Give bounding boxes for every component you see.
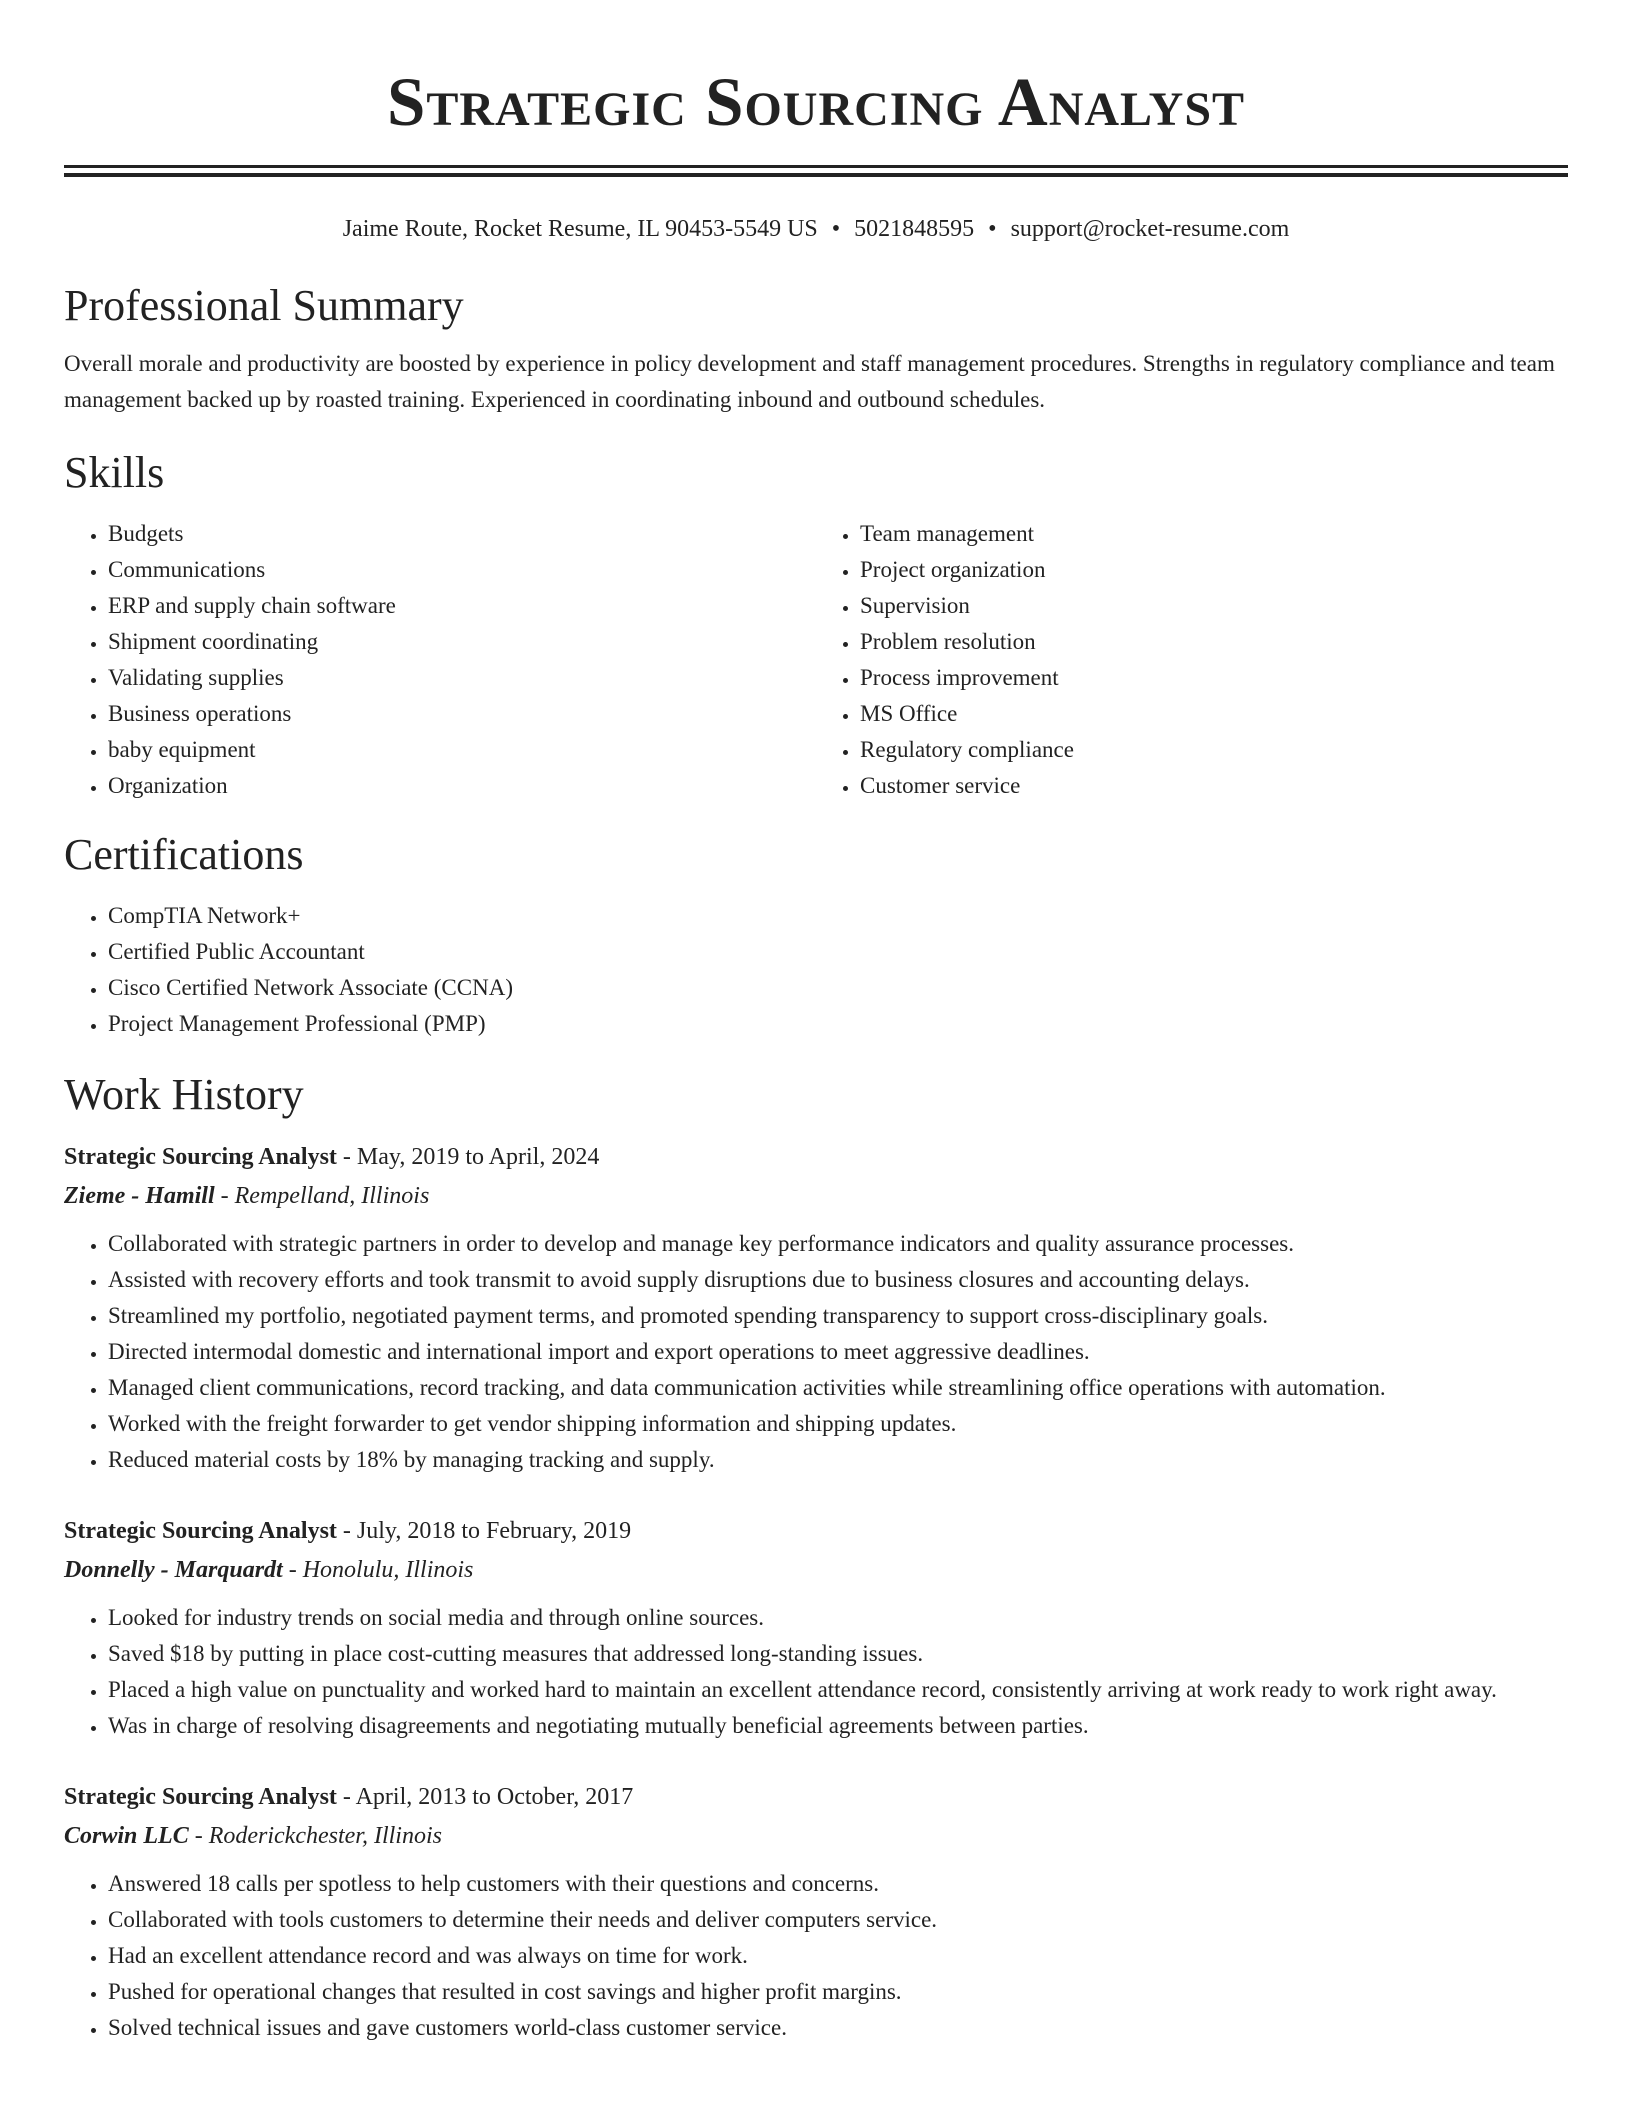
summary-heading: Professional Summary bbox=[64, 281, 464, 330]
job-dash: - bbox=[336, 1518, 357, 1544]
job-bullet: • Directed intermodal domestic and international import and export operations to meet aggressive deadlines. bbox=[108, 1334, 1568, 1370]
job-location: Roderickchester, Illinois bbox=[208, 1823, 442, 1849]
job-bullets bbox=[64, 1866, 1568, 2046]
skill-item: • Business operations bbox=[108, 696, 816, 732]
summary-text: Overall morale and productivity are boosted by experience in policy development and staff management procedures. Strengths in regulatory compliance and team management backed up by roasted training. Experienced in coordinating inbound and outbound schedules. bbox=[64, 351, 1555, 412]
job-company: Zieme - Hamill bbox=[64, 1183, 215, 1209]
certifications-list bbox=[64, 898, 1568, 1042]
job-bullet: • Answered 18 calls per spotless to help customers with their questions and concerns. bbox=[108, 1866, 1568, 1902]
certifications-heading: Certifications bbox=[64, 830, 304, 879]
summary-section bbox=[64, 279, 1568, 418]
job-bullet: • Worked with the freight forwarder to get vendor shipping information and shipping updates. bbox=[108, 1406, 1568, 1442]
contact-separator: • bbox=[831, 216, 841, 242]
job-title-line bbox=[64, 1512, 1568, 1550]
job-dash: - bbox=[188, 1823, 209, 1849]
skill-item: • Organization bbox=[108, 768, 816, 804]
job-dates: May, 2019 to April, 2024 bbox=[356, 1144, 600, 1170]
skills-section bbox=[64, 446, 1568, 804]
job-bullet: • Managed client communications, record tracking, and data communication activities while streamlining office operations with automation. bbox=[108, 1370, 1568, 1406]
skill-item: • Budgets bbox=[108, 516, 816, 552]
job-title: Strategic Sourcing Analyst bbox=[64, 1784, 337, 1810]
skill-item: • Problem resolution bbox=[860, 624, 1568, 660]
skills-list-right bbox=[816, 516, 1568, 804]
job-bullets bbox=[64, 1600, 1568, 1744]
contact-email: support@rocket-resume.com bbox=[1010, 216, 1290, 242]
certification-item: • Cisco Certified Network Associate (CCNA) bbox=[108, 970, 1568, 1006]
skill-item: • Process improvement bbox=[860, 660, 1568, 696]
job-dash: - bbox=[336, 1784, 356, 1810]
jobs-container bbox=[64, 1138, 1568, 2046]
skill-item: • baby equipment bbox=[108, 732, 816, 768]
job-company-line bbox=[64, 1176, 1568, 1216]
job-bullet: • Solved technical issues and gave customers world-class customer service. bbox=[108, 2010, 1568, 2046]
work-history-heading: Work History bbox=[64, 1070, 304, 1119]
job-title-line bbox=[64, 1778, 1568, 1816]
certification-item: • Project Management Professional (PMP) bbox=[108, 1006, 1568, 1042]
job-bullet: • Collaborated with strategic partners in order to develop and manage key performance indicators and quality assurance processes. bbox=[108, 1226, 1568, 1262]
contact-line bbox=[64, 213, 1568, 245]
skills-heading: Skills bbox=[64, 448, 165, 497]
job-company-line bbox=[64, 1816, 1568, 1856]
job-location: Rempelland, Illinois bbox=[234, 1183, 430, 1209]
job-bullet: • Reduced material costs by 18% by managing tracking and supply. bbox=[108, 1442, 1568, 1478]
skill-item: • ERP and supply chain software bbox=[108, 588, 816, 624]
job-dates: April, 2013 to October, 2017 bbox=[355, 1784, 634, 1810]
job-bullet: • Saved $18 by putting in place cost-cutting measures that addressed long-standing issues. bbox=[108, 1636, 1568, 1672]
job-company: Corwin LLC bbox=[64, 1823, 189, 1849]
job-title: Strategic Sourcing Analyst bbox=[64, 1518, 337, 1544]
job-bullet: • Had an excellent attendance record and was always on time for work. bbox=[108, 1938, 1568, 1974]
job-dash: - bbox=[336, 1144, 357, 1170]
job-dash: - bbox=[282, 1557, 303, 1583]
job-title: Strategic Sourcing Analyst bbox=[64, 1144, 337, 1170]
certifications-section bbox=[64, 828, 1568, 1042]
job-bullet: • Streamlined my portfolio, negotiated payment terms, and promoted spending transparency to support cross-disciplinary goals. bbox=[108, 1298, 1568, 1334]
skills-grid bbox=[64, 516, 1568, 804]
job-bullet: • Pushed for operational changes that resulted in cost savings and higher profit margins. bbox=[108, 1974, 1568, 2010]
skill-item: • Validating supplies bbox=[108, 660, 816, 696]
skill-item: • Team management bbox=[860, 516, 1568, 552]
job-bullet: • Placed a high value on punctuality and worked hard to maintain an excellent attendance record, consistently arriving at work ready to work right away. bbox=[108, 1672, 1568, 1708]
certification-item: • CompTIA Network+ bbox=[108, 898, 1568, 934]
skill-item: • Supervision bbox=[860, 588, 1568, 624]
skill-item: • Regulatory compliance bbox=[860, 732, 1568, 768]
job-title-line bbox=[64, 1138, 1568, 1176]
title-divider-thick bbox=[64, 165, 1568, 168]
job-company-line bbox=[64, 1550, 1568, 1590]
job-dash: - bbox=[214, 1183, 235, 1209]
job-entry bbox=[64, 1138, 1568, 1478]
job-company: Donnelly - Marquardt bbox=[64, 1557, 283, 1583]
certification-item: • Certified Public Accountant bbox=[108, 934, 1568, 970]
contact-address: Jaime Route, Rocket Resume, IL 90453-5549 US bbox=[342, 216, 818, 242]
job-bullet: • Was in charge of resolving disagreements and negotiating mutually beneficial agreements between parties. bbox=[108, 1708, 1568, 1744]
skill-item: • Project organization bbox=[860, 552, 1568, 588]
contact-separator: • bbox=[988, 216, 997, 242]
job-bullet: • Assisted with recovery efforts and took transmit to avoid supply disruptions due to business closures and accounting delays. bbox=[108, 1262, 1568, 1298]
job-bullets bbox=[64, 1226, 1568, 1478]
resume-title: Strategic Sourcing Analyst bbox=[386, 64, 1246, 140]
skills-list-left bbox=[64, 516, 816, 804]
job-entry bbox=[64, 1778, 1568, 2046]
job-entry bbox=[64, 1512, 1568, 1744]
title-divider-thin bbox=[64, 173, 1568, 177]
work-history-section bbox=[64, 1068, 1568, 2046]
job-bullet: • Looked for industry trends on social media and through online sources. bbox=[108, 1600, 1568, 1636]
job-bullet: • Collaborated with tools customers to determine their needs and deliver computers service. bbox=[108, 1902, 1568, 1938]
job-dates: July, 2018 to February, 2019 bbox=[356, 1518, 632, 1544]
skill-item: • Communications bbox=[108, 552, 816, 588]
contact-phone: 5021848595 bbox=[854, 216, 975, 242]
skill-item: • Customer service bbox=[860, 768, 1568, 804]
job-location: Honolulu, Illinois bbox=[302, 1557, 474, 1583]
skill-item: • MS Office bbox=[860, 696, 1568, 732]
skill-item: • Shipment coordinating bbox=[108, 624, 816, 660]
